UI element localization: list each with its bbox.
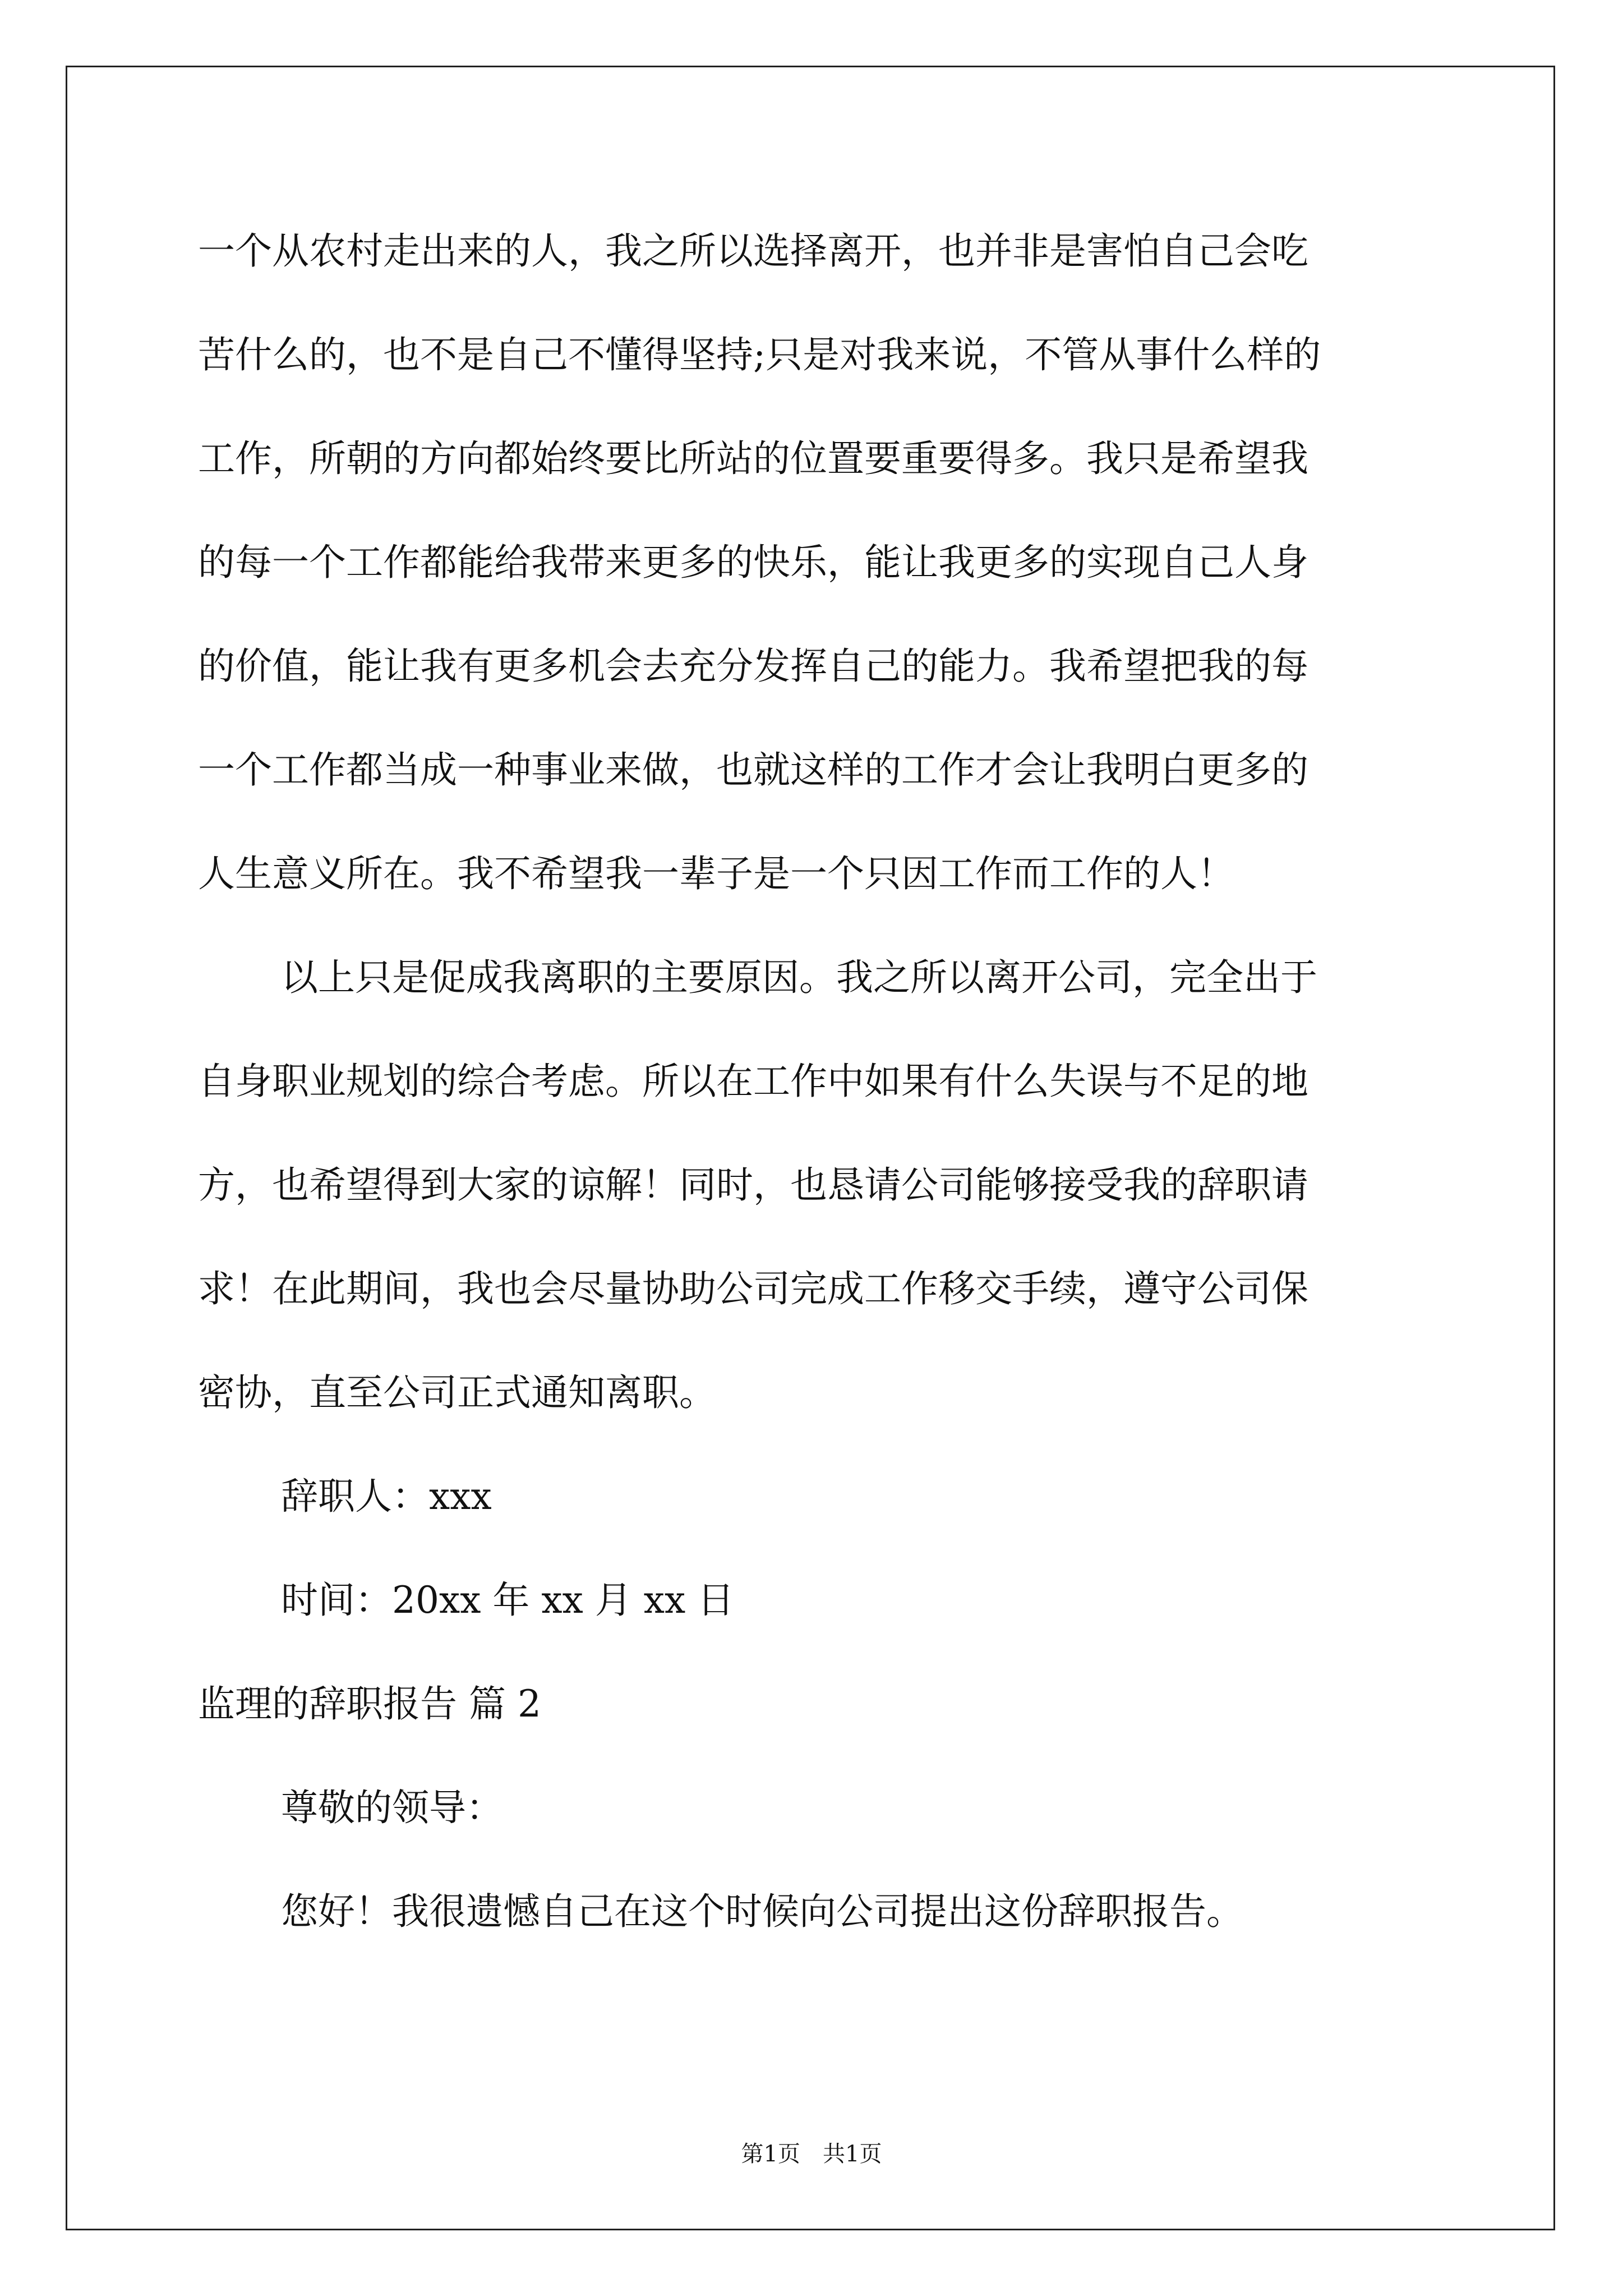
signature-name: 辞职人：xxx xyxy=(281,1475,492,1518)
paragraph-line: 一个工作都当成一种事业来做，也就这样的工作才会让我明白更多的 xyxy=(198,748,1308,792)
paragraph-line: 人生意义所在。我不希望我一辈子是一个只因工作而工作的人！ xyxy=(198,852,1234,895)
paragraph-line: 的每一个工作都能给我带来更多的快乐，能让我更多的实现自己人身 xyxy=(198,541,1308,584)
paragraph-line: 的价值，能让我有更多机会去充分发挥自己的能力。我希望把我的每 xyxy=(198,645,1308,688)
paragraph-line: 一个从农村走出来的人，我之所以选择离开，也并非是害怕自己会吃 xyxy=(198,229,1308,273)
salutation: 尊敬的领导： xyxy=(281,1786,503,1829)
section-heading: 监理的辞职报告 篇 2 xyxy=(198,1682,541,1726)
paragraph-line: 工作，所朝的方向都始终要比所站的位置要重要得多。我只是希望我 xyxy=(198,437,1308,480)
paragraph-line: 以上只是促成我离职的主要原因。我之所以离开公司，完全出于 xyxy=(281,956,1317,999)
paragraph-line: 方，也希望得到大家的谅解！同时，也恳请公司能够接受我的辞职请 xyxy=(198,1163,1308,1207)
paragraph-line: 求！在此期间，我也会尽量协助公司完成工作移交手续，遵守公司保 xyxy=(198,1267,1308,1310)
paragraph-line: 您好！我很遗憾自己在这个时候向公司提出这份辞职报告。 xyxy=(281,1890,1243,1933)
paragraph-line: 苦什么的，也不是自己不懂得坚持;只是对我来说，不管从事什么样的 xyxy=(198,333,1321,376)
paragraph-line: 密协，直至公司正式通知离职。 xyxy=(198,1371,716,1414)
signature-date: 时间：20xx 年 xx 月 xx 日 xyxy=(281,1579,735,1622)
paragraph-line: 自身职业规划的综合考虑。所以在工作中如果有什么失误与不足的地 xyxy=(198,1060,1308,1103)
page-footer: 第1页 共1页 xyxy=(741,2141,882,2167)
